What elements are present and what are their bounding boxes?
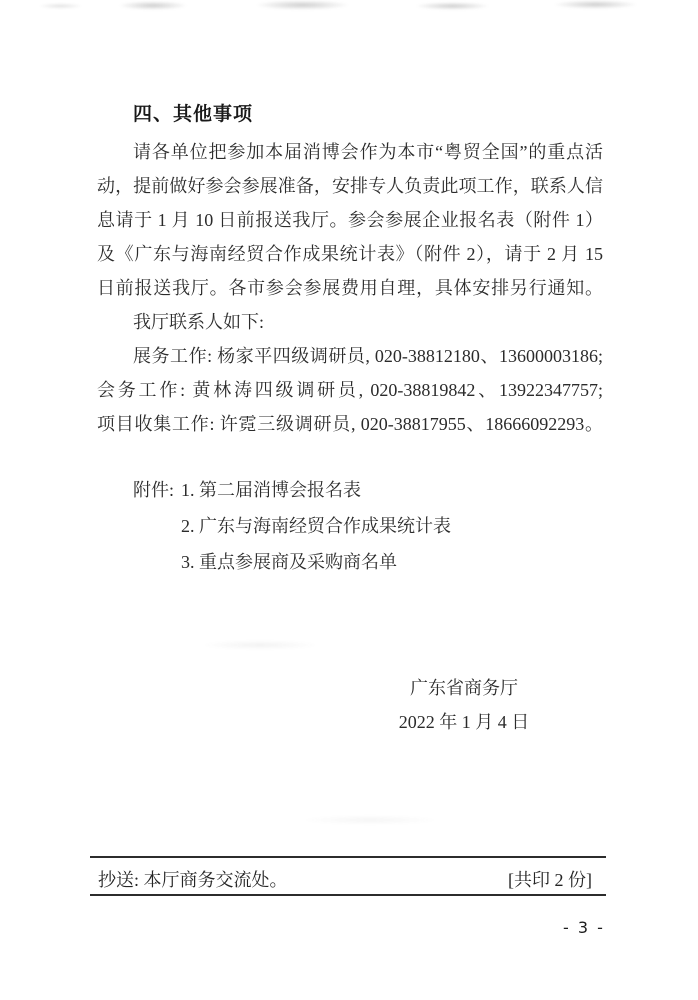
attachment-item: 3. 重点参展商及采购商名单 <box>181 552 398 572</box>
scan-smudge <box>255 0 350 10</box>
signature-org: 广东省商务厅 <box>410 678 518 698</box>
contacts-intro-line: 我厅联系人如下: <box>133 312 265 332</box>
attachment-item: 2. 广东与海南经贸合作成果统计表 <box>181 516 452 536</box>
scan-smudge <box>415 2 490 10</box>
attachment-item: 1. 第二届消博会报名表 <box>181 480 362 500</box>
body-line: 息请于 1 月 10 日前报送我厅。参会参展企业报名表（附件 1） <box>97 210 603 230</box>
body-line: 及《广东与海南经贸合作成果统计表》（附件 2），请于 2 月 15 <box>97 244 603 264</box>
contact-line: 项目收集工作: 许霓三级调研员, 020-38817955、18666092293。 <box>97 414 603 434</box>
scan-smudge <box>38 3 83 9</box>
scan-smudge <box>118 1 188 10</box>
section-heading: 四、其他事项 <box>133 104 254 125</box>
body-text <box>97 135 603 441</box>
footer-copies-note: [共印 2 份] <box>508 870 592 890</box>
signature-date: 2022 年 1 月 4 日 <box>398 712 530 732</box>
scan-smudge <box>200 640 320 650</box>
body-line: 请各单位把参加本届消博会作为本市“粤贸全国”的重点活 <box>133 142 603 162</box>
footer-row <box>98 866 592 894</box>
page-number: - 3 - <box>563 918 605 937</box>
footer-rule-bottom <box>90 894 606 896</box>
contact-line: 会务工作: 黄林涛四级调研员, 020-38819842、13922347757; <box>97 380 603 400</box>
attachments-block <box>133 472 451 580</box>
attachments-list <box>181 472 451 580</box>
signature-block <box>358 671 570 739</box>
attachments-label: 附件: <box>133 480 175 500</box>
contact-line: 展务工作: 杨家平四级调研员, 020-38812180、13600003186; <box>133 346 603 366</box>
scan-smudge <box>300 815 440 825</box>
body-line: 日前报送我厅。各市参会参展费用自理，具体安排另行通知。 <box>97 278 603 298</box>
body-line: 动，提前做好参会参展准备，安排专人负责此项工作，联系人信 <box>97 176 603 196</box>
scan-smudge <box>553 0 638 9</box>
footer-rule-top <box>90 856 606 858</box>
footer-cc-note: 抄送: 本厅商务交流处。 <box>98 870 288 890</box>
